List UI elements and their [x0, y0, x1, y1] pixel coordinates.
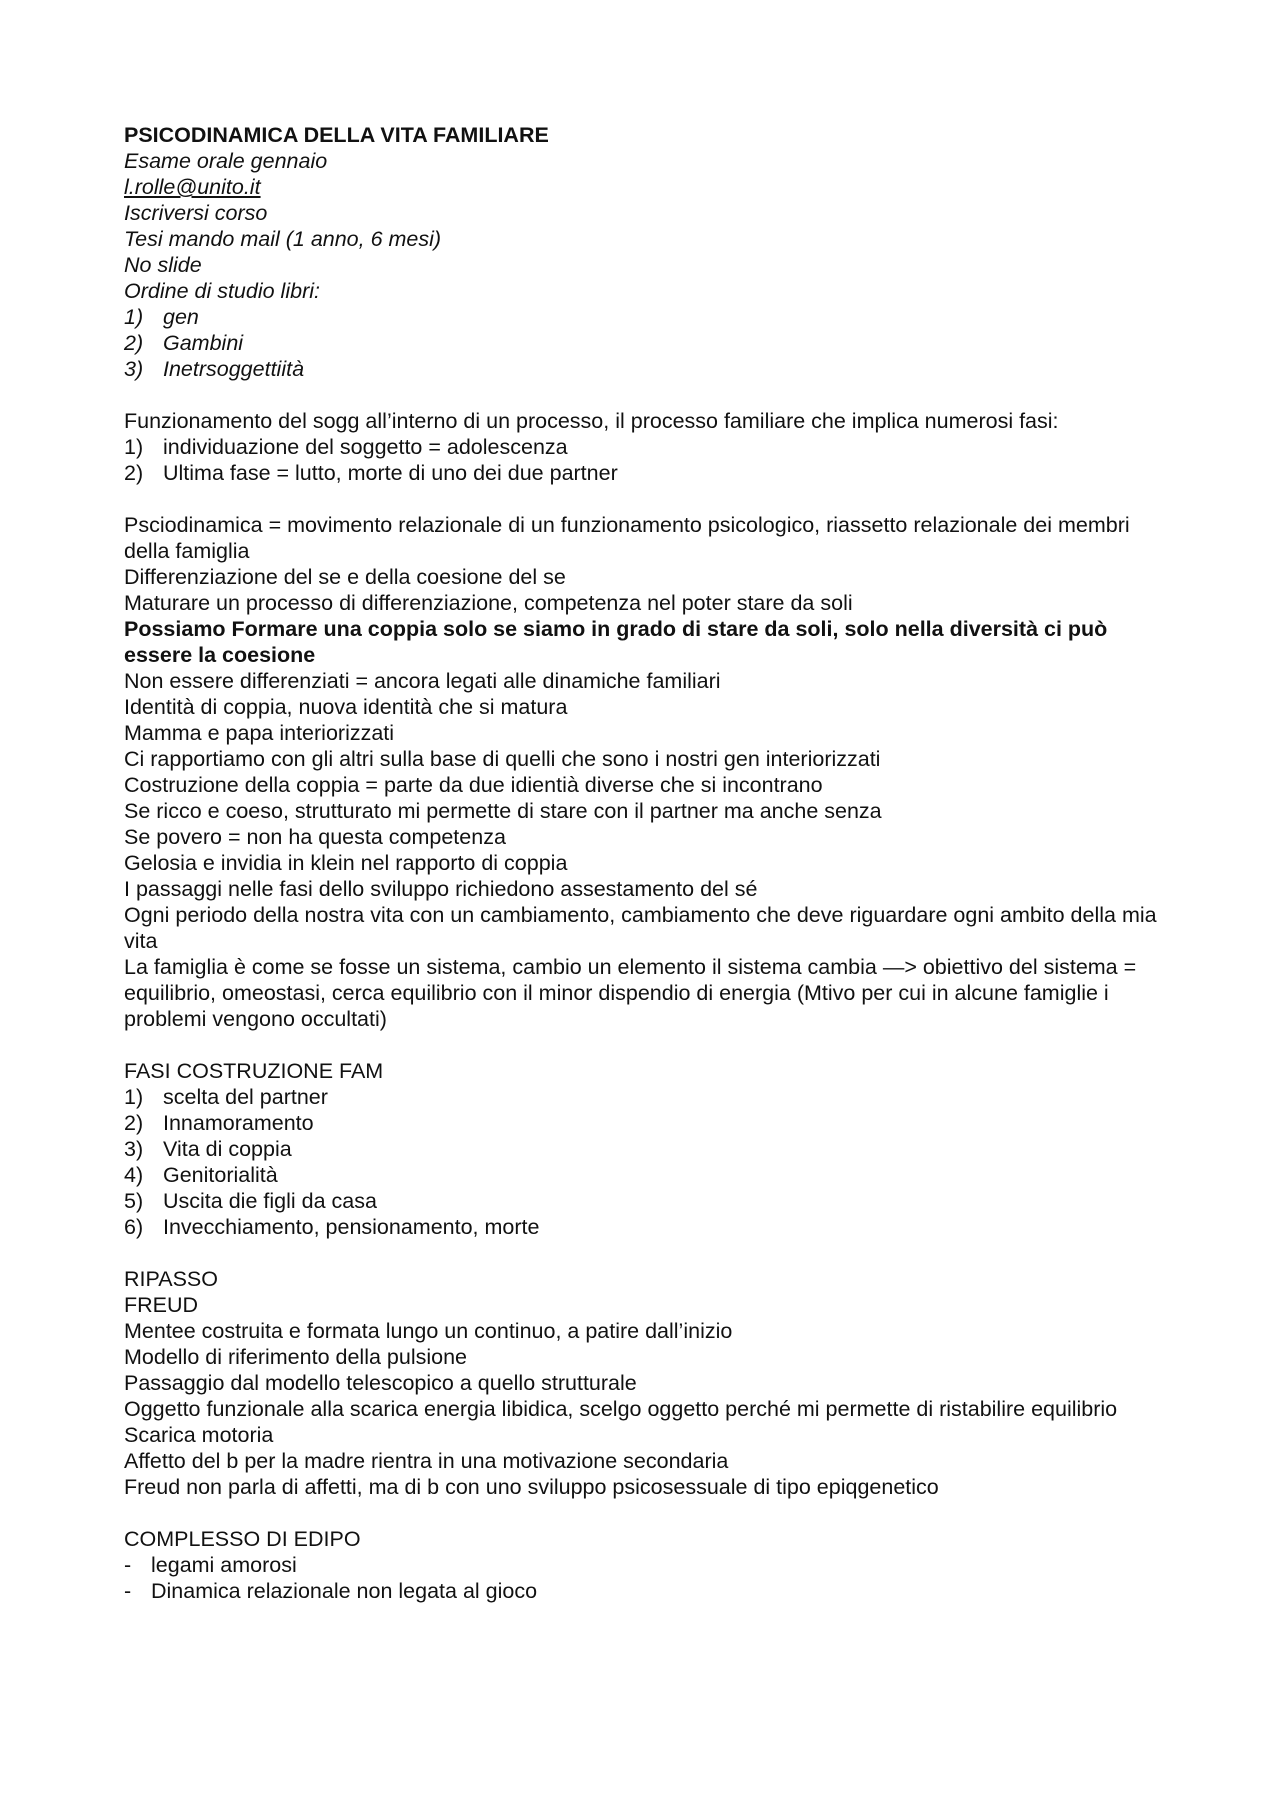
document-page	[124, 122, 1174, 1604]
book-item	[124, 356, 1174, 382]
list-number: 4)	[124, 1163, 144, 1187]
paragraph: Non essere differenziati = ancora legati alle dinamiche familiari	[124, 669, 721, 693]
spacer	[124, 382, 1174, 408]
list-text: individuazione del soggetto = adolescenza	[163, 435, 568, 459]
list-item	[124, 1578, 1174, 1604]
paragraph: Costruzione della coppia = parte da due idientià diverse che si incontrano	[124, 773, 823, 797]
section-heading: FASI COSTRUZIONE FAM	[124, 1059, 384, 1083]
section-heading: RIPASSO	[124, 1267, 218, 1291]
list-text: Inetrsoggettiità	[163, 357, 305, 381]
list-text: Innamoramento	[163, 1111, 314, 1135]
section-heading: COMPLESSO DI EDIPO	[124, 1527, 361, 1551]
list-item	[124, 1188, 1174, 1214]
list-item	[124, 1084, 1174, 1110]
list-number: 1)	[124, 305, 144, 329]
paragraph: I passaggi nelle fasi dello sviluppo richiedono assestamento del sé	[124, 877, 758, 901]
paragraph: Mamma e papa interiorizzati	[124, 721, 395, 745]
paragraph: Differenziazione del se e della coesione del se	[124, 565, 566, 589]
paragraph: Oggetto funzionale alla scarica energia libidica, scelgo oggetto perché mi permette di ristabilire equilibrio	[124, 1397, 1118, 1421]
list-number: 1)	[124, 435, 144, 459]
list-item	[124, 1110, 1174, 1136]
paragraph: La famiglia è come se fosse un sistema, cambio un elemento il sistema cambia —> obiettivo del sistema = equilibrio, omeostasi, cerca equilibrio con il minor dispendio di energia (Mtivo per cui in alcune famiglie i problemi vengono occultati)	[124, 955, 1137, 1031]
section-heading: FREUD	[124, 1293, 199, 1317]
email-link[interactable]: l.rolle@unito.it	[124, 175, 261, 199]
spacer	[124, 1500, 1174, 1526]
paragraph: Passaggio dal modello telescopico a quello strutturale	[124, 1371, 637, 1395]
document-title: PSICODINAMICA DELLA VITA FAMILIARE	[124, 123, 549, 147]
list-text: Gambini	[163, 331, 244, 355]
list-text: scelta del partner	[163, 1085, 328, 1109]
thesis-note: Tesi mando mail (1 anno, 6 mesi)	[124, 227, 442, 251]
study-order-label: Ordine di studio libri:	[124, 279, 320, 303]
list-text: legami amorosi	[151, 1553, 297, 1577]
list-text: Invecchiamento, pensionamento, morte	[163, 1215, 540, 1239]
paragraph: Mentee costruita e formata lungo un continuo, a patire dall’inizio	[124, 1319, 733, 1343]
book-item	[124, 304, 1174, 330]
list-number: 1)	[124, 1085, 144, 1109]
book-item	[124, 330, 1174, 356]
list-item	[124, 460, 1174, 486]
paragraph: Funzionamento del sogg all’interno di un processo, il processo familiare che implica numerosi fasi:	[124, 409, 1059, 433]
list-number: 3)	[124, 357, 144, 381]
paragraph: Maturare un processo di differenziazione, competenza nel poter stare da soli	[124, 591, 853, 615]
paragraph: Psciodinamica = movimento relazionale di un funzionamento psicologico, riassetto relazionale dei membri della famiglia	[124, 513, 1130, 563]
list-number: 5)	[124, 1189, 144, 1213]
list-item	[124, 434, 1174, 460]
list-item	[124, 1552, 1174, 1578]
slides-note: No slide	[124, 253, 202, 277]
list-number: 2)	[124, 331, 144, 355]
paragraph: Identità di coppia, nuova identità che si matura	[124, 695, 568, 719]
list-text: gen	[163, 305, 199, 329]
paragraph: Gelosia e invidia in klein nel rapporto di coppia	[124, 851, 568, 875]
list-item	[124, 1136, 1174, 1162]
spacer	[124, 486, 1174, 512]
paragraph: Se ricco e coeso, strutturato mi permette di stare con il partner ma anche senza	[124, 799, 882, 823]
paragraph: Affetto del b per la madre rientra in una motivazione secondaria	[124, 1449, 729, 1473]
exam-info: Esame orale gennaio	[124, 149, 328, 173]
spacer	[124, 1032, 1174, 1058]
list-number: 2)	[124, 1111, 144, 1135]
list-text: Dinamica relazionale non legata al gioco	[151, 1579, 538, 1603]
list-text: Genitorialità	[163, 1163, 278, 1187]
list-number: 6)	[124, 1215, 144, 1239]
list-bullet: -	[124, 1553, 132, 1577]
paragraph: Modello di riferimento della pulsione	[124, 1345, 467, 1369]
list-text: Uscita die figli da casa	[163, 1189, 377, 1213]
list-number: 3)	[124, 1137, 144, 1161]
paragraph: Scarica motoria	[124, 1423, 274, 1447]
list-bullet: -	[124, 1579, 132, 1603]
list-number: 2)	[124, 461, 144, 485]
paragraph: Se povero = non ha questa competenza	[124, 825, 506, 849]
list-item	[124, 1162, 1174, 1188]
list-item	[124, 1214, 1174, 1240]
paragraph: Ci rapportiamo con gli altri sulla base di quelli che sono i nostri gen interiorizzati	[124, 747, 881, 771]
bold-statement: Possiamo Formare una coppia solo se siamo in grado di stare da soli, solo nella diversità ci può essere la coesione	[124, 617, 1108, 667]
paragraph: Ogni periodo della nostra vita con un cambiamento, cambiamento che deve riguardare ogni ambito della mia vita	[124, 903, 1157, 953]
course-note: Iscriversi corso	[124, 201, 268, 225]
spacer	[124, 1240, 1174, 1266]
list-text: Vita di coppia	[163, 1137, 292, 1161]
paragraph: Freud non parla di affetti, ma di b con uno sviluppo psicosessuale di tipo epiqgenetico	[124, 1475, 939, 1499]
list-text: Ultima fase = lutto, morte di uno dei due partner	[163, 461, 618, 485]
